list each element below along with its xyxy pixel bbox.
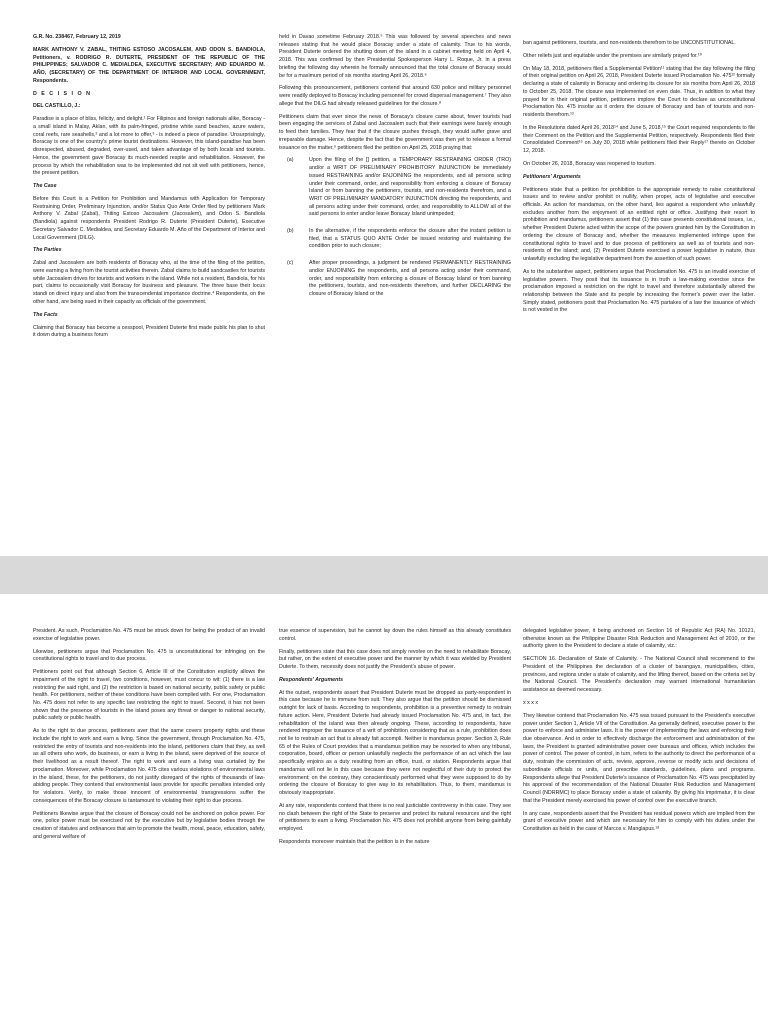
paragraph: held in Davao sometime February 2018.⁵ This was followed by several speeches and news releases stating that he would place Boracay under a state of calamity. True to his words, President Duterte ordered the shutting down of the island in a cabinet meeting held on April 4, 2018. This was confirmed by then Presidential Spokesperson Harry L. Roque, Jr. in a press briefing the following day wherein he formally announced that the total closure of Boracay would be for a maximum period of six months starting April 26, 2018.⁶ xyxy=(279,34,511,79)
paragraph: Petitioners likewise argue that the closure of Boracay could not be anchored on police power. For one, police power must be exercised not by the executive but by legislative bodies through the creation of statutes and ordinances that aim to promote the health, moral, peace, education, safety, and general welfare of xyxy=(33,810,265,840)
paragraph: Respondents moreover maintain that the petition is in the nature xyxy=(279,838,430,845)
prayer-item-text: In the alternative, if the respondents enforce the closure after the instant petition is filed, that a STATUS QUO ANTE Order be issued restoring and maintaining the condition prior to such closure; xyxy=(309,228,511,250)
page1-column-2 xyxy=(279,34,511,308)
paragraph: Claiming that Boracay has become a cesspool, President Duterte first made public his plan to shut it down during a business forum xyxy=(33,324,265,339)
paragraph: Other reliefs just and equitable under the premises are similarly prayed for.¹⁰ xyxy=(523,52,702,59)
paragraph: In the Resolutions dated April 26, 2018¹⁴ and June 5, 2018,¹⁵ the Court required respondents to file their Comment on the Petition and the Supplemental Petition, respectively. Respondents filed their Consolidated Comment¹⁶ on July 30, 2018 while petitioners filed their Reply¹⁷ thereto on October 12, 2018. xyxy=(523,124,755,154)
ponente: DEL CASTILLO, J.: xyxy=(33,103,81,110)
paragraph: Likewise, petitioners argue that Proclamation No. 475 is unconstitutional for infringing on the constitutional rights to travel and to due process. xyxy=(33,648,265,663)
prayer-item-text: Upon the filing of the [] petition, a TEMPORARY RESTRAINING ORDER (TRO) and/or a WRIT OF PRELIMINARY PROHIBITORY INJUNCTION be immediately issued RESTRAINING and/or ENJOINING the respondents, and all persons acting under their command, order, and responsibility from enforcing a closure of Boracay Island or from banning the petitioners, tourists, and non-residents therefrom, and a WRIT OF PRELIMINARY MANDATORY INJUNCTION directing the respondents, and all persons acting under their command, order, and responsibility to ALLOW all of the said persons to enter and/or leave Boracay Island unimpeded; xyxy=(309,157,511,218)
page1-column-1 xyxy=(33,34,265,345)
page2-column-2 xyxy=(279,628,511,852)
paragraph: On October 26, 2018, Boracay was reopened to tourism. xyxy=(523,160,656,167)
ellipsis-marker: x x x x xyxy=(523,700,539,706)
prayer-item xyxy=(287,157,511,219)
paragraph: Paradise is a place of bliss, felicity, and delight.¹ For Filipinos and foreign nationals alike, Boracay - a small island in Malay, Aklan, with its palm-fringed, pristine white sand beaches, azure waters, coral reefs, rare seashells,² and a lot more to offer,³ - is indeed a piece of paradise. Unsurprisingly, Boracay is one of the country's prime tourist destinations. However, this island-paradise has been disrespected, abused, degraded, over-used, and taken advantage of by both locals and tourists. Hence, the government gave Boracay its much-needed respite and rehabilitation. However, the process by which the rehabilitation was to be implemented did not sit well with petitioners, hence, the present petition. xyxy=(33,116,265,177)
decision-heading: D E C I S I O N xyxy=(33,90,92,97)
prayer-item-text: After proper proceedings, a judgment be rendered PERMANENTLY RESTRAINING and/or ENJOINING the respondents, and all persons acting under their command, order, and responsibility from enforcing a closure of Boracay Island or from banning the petitioners, tourists, and non-residents therefrom, and further DECLARING the closure of Boracay Island or the xyxy=(309,260,511,297)
paragraph: Finally, petitioners state that this case does not simply revolve on the need to rehabilitate Boracay, but rather, on the extent of executive power and the manner by which it was wielded by President Duterte. To them, necessity does not justify the President's abuse of power. xyxy=(279,648,511,670)
case-parties: MARK ANTHONY V. ZABAL, THITING ESTOSO JACOSALEM, AND ODON S. BANDIOLA, Petitioners, v. RODRIGO R. DUTERTE, PRESIDENT OF THE REPUBLIC OF THE PHILIPPINES; SALVADOR C. MEDIALDEA, EXECUTIVE SECRETARY; AND EDUARDO M. AÑO, (SECRETARY) OF THE DEPARTMENT OF INTERIOR AND LOCAL GOVERNMENT, Respondents. xyxy=(33,46,265,84)
section-heading: Petitioners' Arguments xyxy=(523,173,581,180)
page2-column-1 xyxy=(33,628,265,847)
paragraph: At the outset, respondents assert that President Duterte must be dropped as party-respondent in this case because he is immune from suit. They also argue that the petition should be dismissed outright for lack of basis. According to respondents, prohibition is a preventive remedy to restrain future action. Here, President Duterte had already issued Proclamation No. 475 and, in fact, the rehabilitation of the island was then already ongoing. These, according to respondents, have rendered improper the issuance of a writ of prohibition considering that as a rule, prohibition does not lie to restrain an act that is already fait accompli. Neither is mandamus proper. Section 3, Rule 65 of the Rules of Court provides that a mandamus petition may be resorted to when any tribunal, corporation, board, officer or person unlawfully neglects the performance of an act which the law specifically enjoins as a duty resulting from an office, trust, or station. Respondents argue that mandamus will not lie in this case because they were not neglectful of their duty to protect the environment; on the contrary, they conscientiously performed what they were supposed to do by ordering the closure of Boracay to give way to its rehabilitation. Thus, to them, mandamus is obviously inappropriate. xyxy=(279,689,511,796)
paragraph: delegated legislative power, it being anchored on Section 16 of Republic Act (RA) No. 10121, otherwise known as the Philippine Disaster Risk Reduction and Management Act of 2010, or the authority given to the President to declare a state of calamity, viz.: xyxy=(523,628,755,650)
paragraph: true essence of supervision, but he cannot lay down the rules himself as this already constitutes control. xyxy=(279,628,511,642)
document-page-2 xyxy=(0,594,768,1024)
statutory-quote: SECTION 16. Declaration of State of Calamity. - The National Council shall recommend to the President of the Philippines the declaration of a cluster of barangays, municipalities, cities, provinces, and regions under a state of calamity, and the lifting thereof, based on the criteria set by the National Council. The President's declaration may warrant international humanitarian assistance as deemed necessary. xyxy=(523,656,755,694)
paragraph: Zabal and Jacosalem are both residents of Boracay who, at the time of the filing of the petition, were earning a living from the tourist activities therein. Zabal claims to build sandcastles for tourists while Jacosalem drives for tourists and workers in the island. While not a resident, Bandiola, for his part, claims to occasionally visit Boracay for business and pleasure. The three base their locus standi on direct injury and also from the transcendental importance doctrine.⁴ Respondents, on the other hand, are being sued in their capacity as officials of the government. xyxy=(33,260,265,305)
paragraph: In any case, respondents assert that the President has residual powers which are implied from the grant of executive power and which are necessary for him to comply with his duties under the Constitution as held in the case of Marcos v. Manglapus.¹⁸ xyxy=(523,810,755,832)
prayer-item-label: (b) xyxy=(287,228,294,235)
paragraph: Petitioners state that a petition for prohibition is the appropriate remedy to raise constitutional issues and to review and/or prohibit or nullify, when proper, acts of legislative and executive officials. An action for mandamus, on the other hand, lies against a respondent who unlawfully excludes another from the enjoyment of an entitled right or office. Justifying their resort to prohibition and mandamus, petitioners assert that (1) this case presents constitutional issues, i.e., whether President Duterte acted within the scope of the powers granted him by the Constitution in ordering the closure of Boracay and, whether the measures implemented infringe upon the constitutional rights to travel and to due process of petitioners as well as of tourists and non-residents of the island; and, (2) President Duterte exercised a power legislative in nature, thus unlawfully excluding the legislative department from the assertion of such power. xyxy=(523,186,755,262)
page2-column-3 xyxy=(523,628,755,839)
paragraph: Before this Court is a Petition for Prohibition and Mandamus with Application for Temporary Restraining Order, Preliminary Injunction, and/or Status Quo Ante Order filed by petitioners Mark Anthony V. Zabal (Zabal), Thiting Estoso Jacosalem (Jacosalem), and Odon S. Bandiola (Bandiola) against respondents President Rodrigo R. Duterte (President Duterte), Executive Secretary Salvador C. Medialdea, and Secretary Eduardo M. Año of the Department of Interior and Local Government (DILG). xyxy=(33,196,265,241)
section-heading: The Facts xyxy=(33,311,58,318)
paragraph: ban against petitioners, tourists, and non-residents therefrom to be UNCONSTITUTIONAL. xyxy=(523,40,736,46)
paragraph: As to the substantive aspect, petitioners argue that Proclamation No. 475 is an invalid exercise of legislative powers. They posit that its issuance is in truth a law-making exercise since the proclamation imposed a restriction on the right to travel and therefore substantially altered the relationship between the State and its people by increasing the former's power over the latter. Simply stated, petitioners posit that Proclamation No. 475 partakes of a law the issuance of which is not vested in the xyxy=(523,268,755,314)
prayer-item xyxy=(287,260,511,299)
paragraph: Petitioners claim that ever since the news of Boracay's closure came about, fewer tourists had been engaging the services of Zabal and Jacosalem such that their earnings were barely enough to feed their families. They fear that if the closure pushes through, they would suffer grave and irreparable damage. Hence, despite the fact that the government was then yet to release a formal issuance on the matter,⁹ petitioners filed the petition on April 25, 2018 praying that: xyxy=(279,113,511,151)
paragraph: Petitioners point out that although Section 6, Article III of the Constitution explicitly allows the impairment of the right to travel, two conditions, however, must concur to wit: (1) there is a law restricting the said right, and (2) the restriction is based on national security, public safety or public health. For petitioners, neither of these conditions have been complied with. For one, Proclamation No. 475 does not refer to any specific law restricting the right to travel. Second, it has not been shown that the presence of tourists in the island poses any threat or danger to national security, public safety or public health. xyxy=(33,669,265,722)
paragraph: Following this pronouncement, petitioners contend that around 630 police and military personnel were readily deployed to Boracay including personnel for crowd dispersal management.⁷ They also allege that the DILG had already released guidelines for the closure.⁸ xyxy=(279,85,511,107)
paragraph: They likewise contend that Proclamation No. 475 was issued pursuant to the President's executive power under Section 1, Article VII of the Constitution. As generally defined, executive power is the power to enforce and administer laws. It is the power of implementing the laws and enforcing their due observance. And in order to effectively discharge the enforcement and administration of the laws, the President is granted administrative power over bureaus and offices, which includes the power of control. The power of control, in turn, refers to the authority to direct the performance of a duty, restrain the commission of acts, review, approve, reverse or modify acts and decisions of subordinate officials or units, and prescribe standards, guidelines, plans and programs. Respondents allege that President Duterte's issuance of Proclamation No. 475 was precipitated by his approval of the recommendation of the National Disaster Risk Reduction and Management Council (NDRRMC) to place Boracay under a state of calamity. By giving his imprimatur, it is clear that the President merely exercised his power of control over the executive branch. xyxy=(523,712,755,804)
case-number: G.R. No. 238467, February 12, 2019 xyxy=(33,34,121,40)
section-heading: Respondents' Arguments xyxy=(279,676,344,683)
paragraph: President. As such, Proclamation No. 475 must be struck down for being the product of an invalid exercise of legislative power. xyxy=(33,628,265,642)
section-heading: The Case xyxy=(33,183,57,190)
page1-column-3 xyxy=(523,40,755,320)
paragraph: At any rate, respondents contend that there is no real justiciable controversy in this case. They see no clash between the right of the State to preserve and protect its natural resources and the right of petitioners to earn a living. Proclamation No. 475 does not prohibit anyone from being gainfully employed. xyxy=(279,802,511,832)
paragraph: On May 18, 2018, petitioners filed a Supplemental Petition¹¹ stating that the day following the filing of their original petition on April 26, 2018, President Duterte issued Proclamation No. 475¹² formally declaring a state of calamity in Boracay and ordering its closure for six months from April 26, 2018 to October 25, 2018. The closure was implemented on even date. Thus, in addition to what they prayed for in their original petition, petitioners implore the Court to declare as unconstitutional Proclamation No. 475 insofar as it orders the closure of Boracay and ban of tourists and non-residents therefrom.¹³ xyxy=(523,65,755,118)
prayer-item xyxy=(287,228,511,251)
section-heading: The Parties xyxy=(33,247,62,254)
prayer-item-label: (a) xyxy=(287,157,294,164)
paragraph: As to the right to due process, petitioners aver that the same covers property rights and these include the right to work and earn a living. Since the government, through Proclamation No. 475, restricted the entry of tourists and non-residents into the island, petitioners claim that they, as well as all others who work, do business, or earn a living in the island, were deprived of the source of their livelihood as a result thereof. The right to work and earn a living was curtailed by the proclamation. Moreover, while Proclamation No. 475 cites various violations of environmental laws in the island, these, for the petitioners, do not justify disregard of the rights of thousands of law-abiding people. They contend that environmental laws provide for specific penalties intended only for violators. Verily, to make those innocent of environmental transgressions suffer the consequences of the Boracay closure is tantamount to violating their right to due process. xyxy=(33,728,265,804)
prayer-item-label: (c) xyxy=(287,260,294,267)
